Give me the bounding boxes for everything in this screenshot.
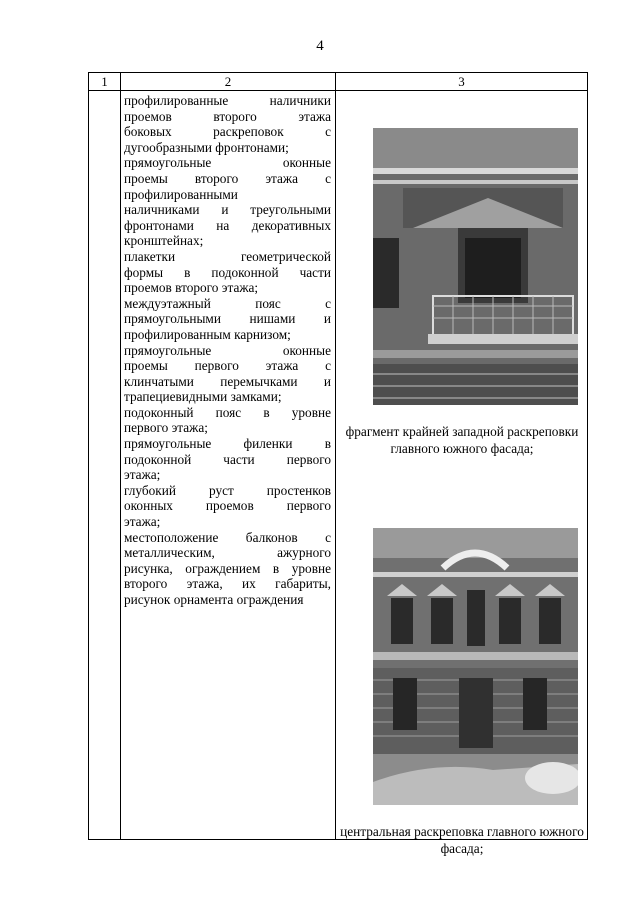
cell-number — [89, 91, 121, 840]
description-line: прямоугольные оконные — [124, 155, 331, 171]
facade-fragment-photo — [373, 128, 578, 405]
description-line: подоконный пояс в уровне — [124, 404, 331, 420]
description-line: прямоугольные филенки в — [124, 436, 331, 452]
description-line: этажа; — [124, 467, 161, 483]
description-line: плакетки геометрической — [124, 248, 331, 264]
photo2-caption: центральная раскреповка главного южного фасада; — [340, 824, 584, 856]
description-text — [121, 91, 335, 608]
description-line: оконных проемов первого — [124, 498, 331, 514]
description-line: проемов второго этажа — [124, 108, 331, 124]
table-header-row — [89, 73, 588, 91]
description-line: проемы первого этажа с — [124, 358, 331, 374]
description-line: этажа; — [124, 514, 161, 530]
cell-description — [121, 91, 336, 840]
description-line: первого этажа; — [124, 420, 208, 436]
description-line: клинчатыми перемычками и — [124, 373, 331, 389]
table-row — [89, 91, 588, 840]
description-line: глубокий руст простенков — [124, 482, 331, 498]
description-line: трапециевидными замками; — [124, 389, 282, 405]
description-line: боковых раскреповок с — [124, 124, 331, 140]
description-line: профилированные наличники — [124, 93, 331, 108]
header-col-2: 2 — [121, 73, 336, 91]
description-line: формы в подоконной части — [124, 264, 331, 280]
cell-photos — [336, 91, 588, 856]
description-line: прямоугольными нишами и — [124, 311, 331, 327]
monument-elements-table — [88, 72, 588, 856]
description-line: профилированными — [124, 186, 238, 202]
header-col-1: 1 — [89, 73, 121, 91]
description-line: междуэтажный пояс с — [124, 295, 331, 311]
description-line: проемы второго этажа с — [124, 170, 331, 186]
description-line: проемов второго этажа; — [124, 280, 259, 296]
description-line: металлическим, ажурного — [124, 545, 331, 561]
description-line: наличниками и треугольными — [124, 202, 331, 218]
central-facade-photo — [373, 528, 578, 805]
description-line: рисунка, ограждением в уровне — [124, 560, 331, 576]
description-line: местоположение балконов с — [124, 529, 331, 545]
description-line: кронштейнах; — [124, 233, 204, 249]
description-line: рисунок орнамента ограждения — [124, 592, 304, 607]
description-line: подоконной части первого — [124, 451, 331, 467]
description-line: второго этажа, их габариты, — [124, 576, 331, 592]
description-line: фронтонами на декоративных — [124, 217, 331, 233]
description-line: прямоугольные оконные — [124, 342, 331, 358]
header-col-3: 3 — [336, 73, 588, 91]
photo1-caption: фрагмент крайней западной раскреповки главного южного фасада; — [345, 424, 579, 456]
page-number: 4 — [316, 38, 324, 54]
description-line: профилированным карнизом; — [124, 326, 291, 342]
description-line: дугообразными фронтонами; — [124, 139, 289, 155]
